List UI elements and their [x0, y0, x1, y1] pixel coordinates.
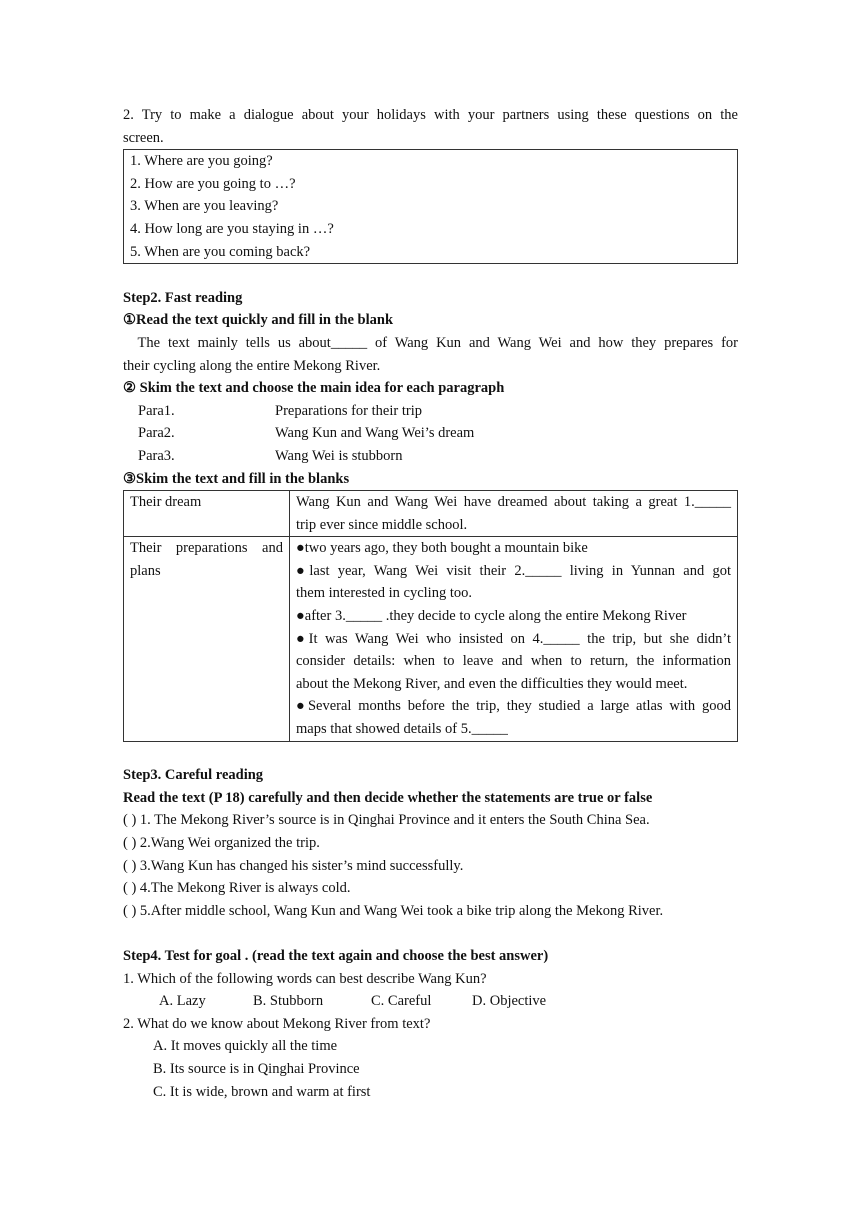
preparations-label-line2: plans: [130, 562, 161, 579]
dream-label: Their dream: [130, 494, 202, 511]
option: B. Stubborn: [253, 993, 324, 1010]
para-label: Para3.: [138, 447, 175, 464]
option: C. It is wide, brown and warm at first: [153, 1083, 371, 1100]
para-row: [123, 445, 738, 468]
option: A. It moves quickly all the time: [153, 1038, 338, 1055]
para-idea: Wang Kun and Wang Wei’s dream: [275, 425, 475, 442]
step4-heading: Step4. Test for goal . (read the text again and choose the best answer): [123, 947, 549, 964]
dialogue-instruction-line2: screen.: [123, 129, 164, 146]
question-item: 4. How long are you staying in …?: [130, 220, 334, 237]
prep-line: ●last year, Wang Wei visit their 2._____ living in Yunnan and got: [296, 562, 731, 579]
prep-line: ●two years ago, they both bought a mountain bike: [296, 540, 588, 557]
para-row: [123, 422, 738, 445]
step3-sub: Read the text (P 18) carefully and then decide whether the statements are true or false: [123, 789, 653, 806]
question-item: 2. How are you going to …?: [130, 175, 296, 192]
option: D. Objective: [472, 993, 547, 1010]
prep-line: maps that showed details of 5._____: [296, 721, 508, 738]
step2-sub1-text-line1: The text mainly tells us about_____ of Wang Kun and Wang Wei and how they prepares for: [137, 334, 738, 351]
para-row: [123, 400, 738, 423]
step2-sub2: ② Skim the text and choose the main idea for each paragraph: [123, 380, 505, 397]
option: B. Its source is in Qinghai Province: [153, 1060, 360, 1077]
para-label: Para2.: [138, 425, 175, 442]
prep-line: ●Several months before the trip, they studied a large atlas with good: [296, 698, 731, 715]
question-1-options: [123, 990, 738, 1013]
dream-text-line1: Wang Kun and Wang Wei have dreamed about taking a great 1._____: [296, 494, 731, 511]
table-cell-content: [290, 537, 738, 741]
tf-statement: ( ) 3.Wang Kun has changed his sister’s mind successfully.: [123, 857, 464, 874]
question-item: 5. When are you coming back?: [130, 243, 311, 260]
table-row: [124, 491, 738, 537]
table-row: [124, 537, 738, 741]
table-cell-label: [124, 537, 290, 741]
step2-heading: Step2. Fast reading: [123, 289, 243, 306]
para-label: Para1.: [138, 402, 175, 419]
tf-statement: ( ) 2.Wang Wei organized the trip.: [123, 835, 320, 851]
question-2: 2. What do we know about Mekong River from text?: [123, 1015, 431, 1032]
prep-line: about the Mekong River, and even the difficulties they would meet.: [296, 675, 688, 692]
tf-statement: ( ) 1. The Mekong River’s source is in Qinghai Province and it enters the South China Sea.: [123, 812, 650, 829]
step2-sub3: ③Skim the text and fill in the blanks: [123, 470, 350, 487]
prep-line: consider details: when to leave and when to return, the information: [296, 653, 731, 670]
prep-line: them interested in cycling too.: [296, 585, 472, 602]
fill-blanks-table: [123, 490, 738, 742]
dialogue-instruction-line1: 2. Try to make a dialogue about your holidays with your partners using these questions on the: [123, 107, 738, 123]
worksheet-page: [123, 104, 738, 1103]
table-cell-label: [124, 491, 290, 537]
option: C. Careful: [371, 993, 432, 1010]
option: A. Lazy: [159, 993, 206, 1010]
table-cell-content: [290, 491, 738, 537]
step2-sub1-text-line2: their cycling along the entire Mekong River.: [123, 357, 381, 374]
step2-sub1: ①Read the text quickly and fill in the blank: [123, 312, 394, 329]
question-1: 1. Which of the following words can best describe Wang Kun?: [123, 970, 487, 987]
prep-line: ●after 3._____ .they decide to cycle along the entire Mekong River: [296, 608, 687, 625]
tf-statement: ( ) 4.The Mekong River is always cold.: [123, 880, 351, 897]
para-idea: Wang Wei is stubborn: [275, 447, 403, 464]
dream-text-line2: trip ever since middle school.: [296, 516, 468, 533]
tf-statement: ( ) 5.After middle school, Wang Kun and Wang Wei took a bike trip along the Mekong River.: [123, 902, 664, 919]
step3-heading: Step3. Careful reading: [123, 767, 264, 784]
questions-box: [123, 149, 738, 264]
preparations-label-line1: Their preparations and: [130, 540, 283, 557]
question-item: 3. When are you leaving?: [130, 198, 279, 215]
question-item: 1. Where are you going?: [130, 153, 273, 170]
para-idea: Preparations for their trip: [275, 402, 422, 419]
prep-line: ●It was Wang Wei who insisted on 4._____ the trip, but she didn’t: [296, 630, 731, 647]
